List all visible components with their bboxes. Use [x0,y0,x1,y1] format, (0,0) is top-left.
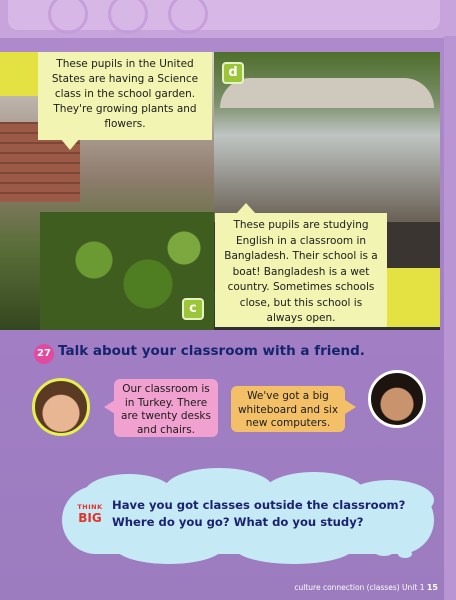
photo-label-c: c [182,298,204,320]
think-big-question [112,497,442,531]
think-big-question-line2: Where do you go? What do you study? [112,515,364,529]
boat-roof [220,78,434,108]
page-number: 15 [426,583,438,592]
caption-bangladesh: These pupils are studying English in a classroom in Bangladesh. Their school is a boat! Bangladesh is a wet country. Sometimes schools close, but this school is always open. [215,213,387,327]
page-footer [294,583,438,592]
globe-decoration-icon [48,0,88,34]
cloud-dot [398,550,412,558]
right-rail [444,36,456,600]
boy-avatar [32,378,90,436]
globe-decoration-icon [108,0,148,34]
accent-strip [0,52,38,96]
photo-label-d: d [222,62,244,84]
speech-tail [345,400,356,414]
girl-avatar [368,370,426,428]
exercise-title: Talk about your classroom with a friend. [58,343,365,359]
think-big-question-line1: Have you got classes outside the classroom? [112,498,406,512]
caption-usa: These pupils in the United States are having a Science class in the school garden. They're growing plants and flowers. [38,52,212,140]
exercise-number: 27 [34,344,54,364]
boy-speech-bubble: Our classroom is in Turkey. There are twenty desks and chairs. [114,379,218,437]
think-big-logo: THINK BIG [77,503,103,525]
footer-section: culture connection (classes) Unit 1 [294,583,425,592]
globe-decoration-icon [168,0,208,34]
cloud-dot [374,546,394,556]
accent-strip [387,268,440,327]
think-big-cloud [54,472,444,572]
top-tab [8,0,440,30]
girl-speech-bubble: We've got a big whiteboard and six new computers. [231,386,345,432]
caption-tail [60,138,80,150]
